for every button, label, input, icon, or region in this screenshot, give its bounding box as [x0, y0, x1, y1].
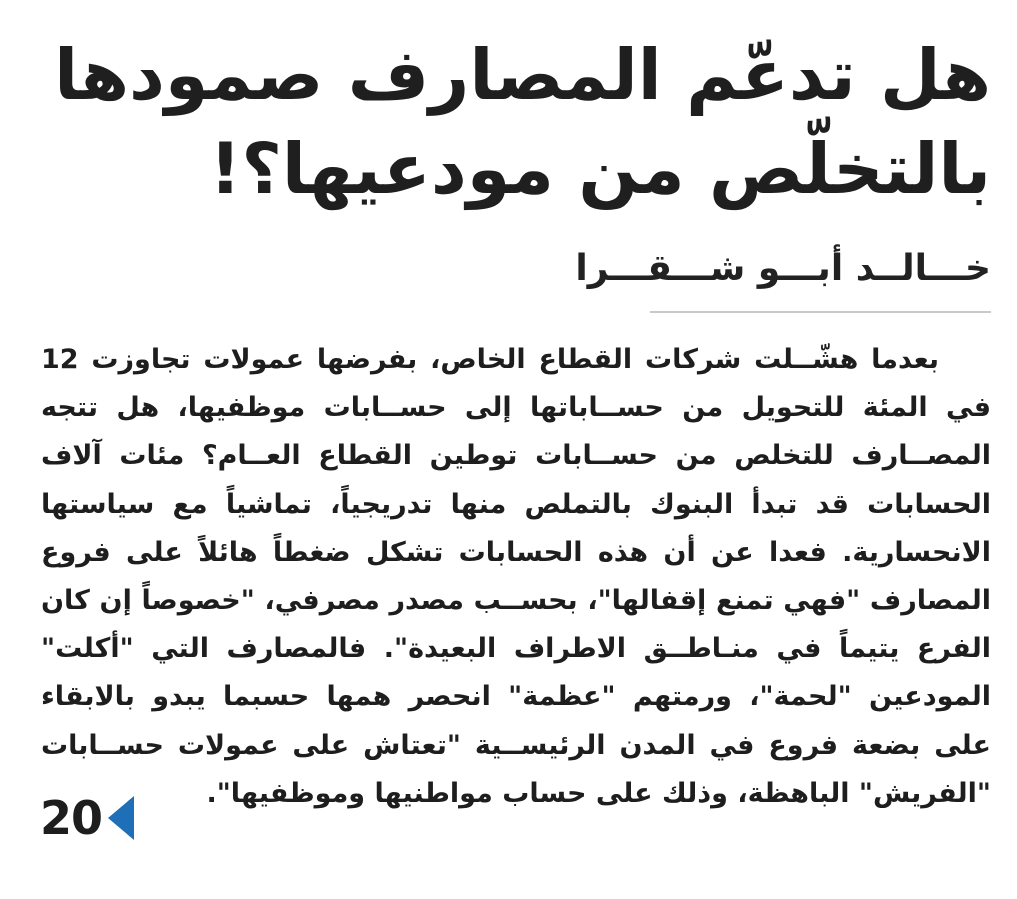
- page-marker: [40, 790, 134, 846]
- author-byline: خـــالــد أبـــو شـــقـــرا: [575, 248, 991, 289]
- triangle-left-icon: [108, 796, 134, 840]
- byline-divider: [650, 311, 991, 313]
- page-number: 20: [40, 791, 103, 845]
- article-body: بعدما هشّــلت شركات القطاع الخاص، بفرضها عمولات تجاوزت 12 في المئة للتحويل من حســاباتها إلى حســابات موظفيها، هل تتجه المصــارف للتخلص من حســابات توطين القطاع العــام؟ مئات آلاف الحسابات قد تبدأ البنوك بالتملص منها تدريجياً، تماشياً مع سياستها الانحسارية. فعدا عن أن هذه الحسابات تشكل ضغطاً هائلاً على فروع المصارف "فهي تمنع إقفالها"، بحســب مصدر مصرفي، "خصوصاً إن كان الفرع يتيماً في منـاطــق الاطراف البعيدة". فالمصارف التي "أكلت" المودعين "لحمة"، ورمتهم "عظمة" انحصر همها حسبما يبدو بالابقاء على بضعة فروع في المدن الرئيســية "تعتاش على عمولات حســابات "الفريش" الباهظة، وذلك على حساب مواطنيها وموظفيها".: [41, 344, 991, 809]
- article-headline: هل تدعّم المصارف صمودها بالتخلّص من مودعيها؟!: [54, 34, 991, 210]
